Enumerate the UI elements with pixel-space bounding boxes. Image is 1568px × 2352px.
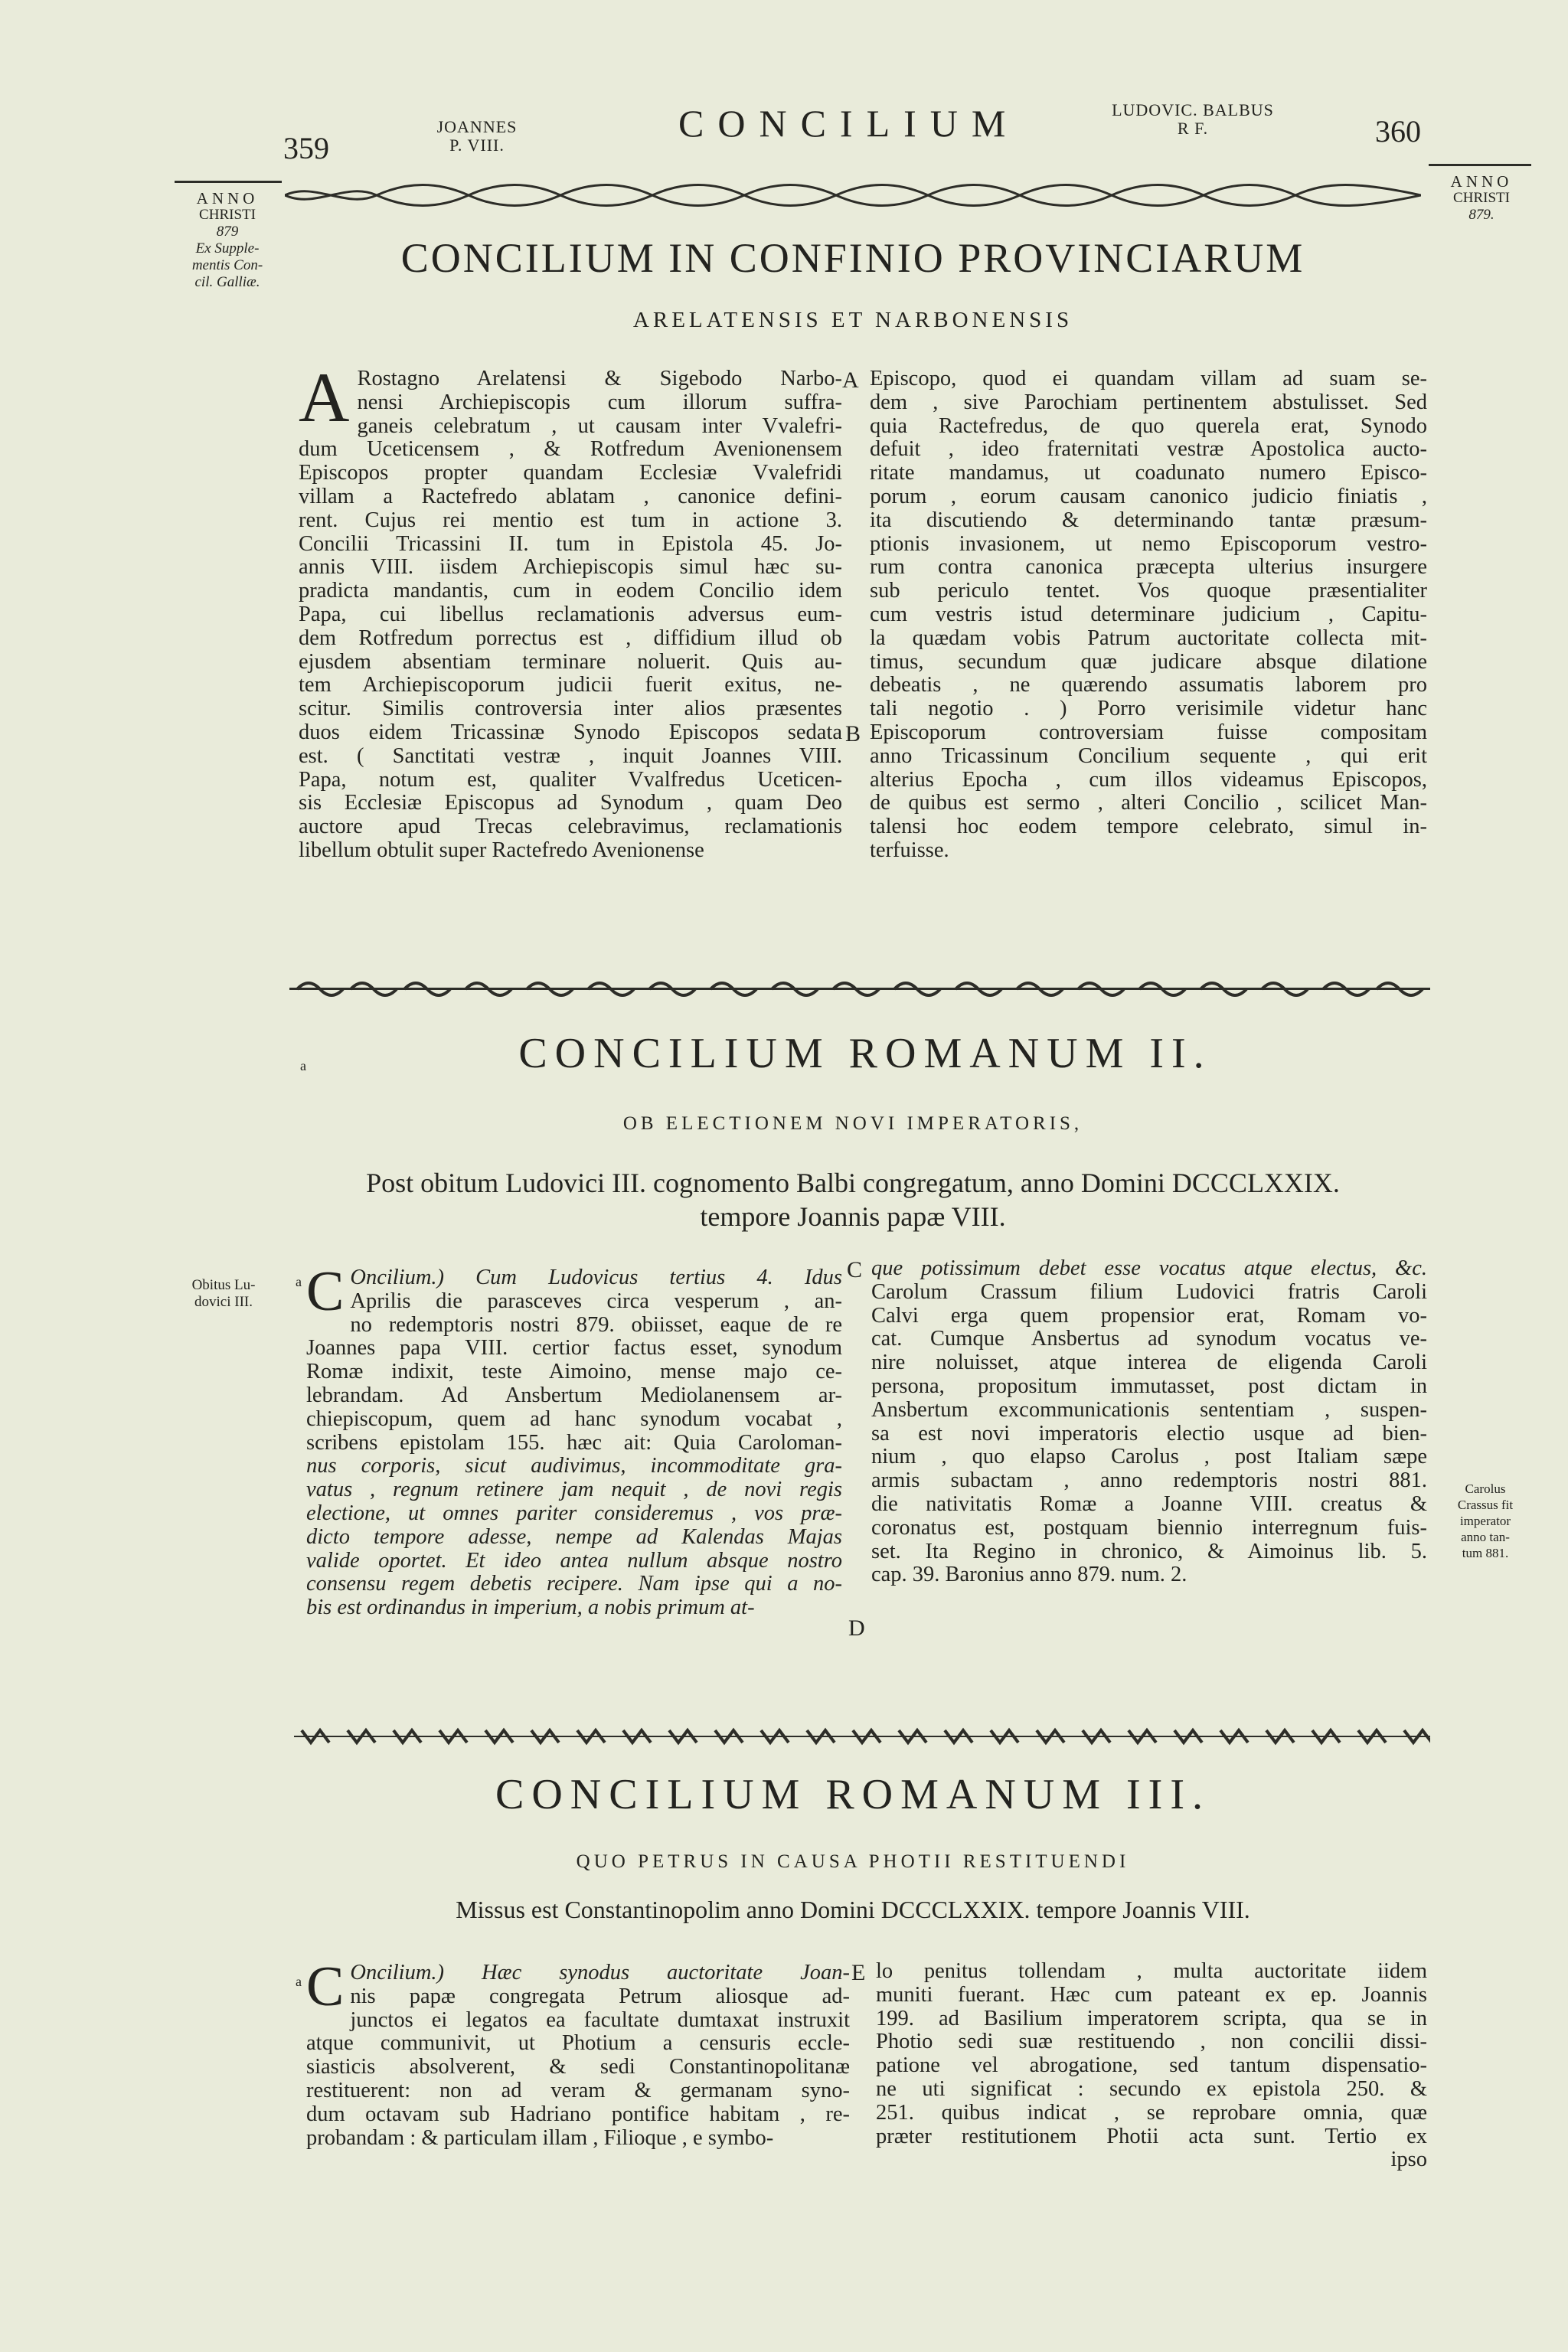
section2-right-column <box>871 1257 1427 1587</box>
text-line: de quibus est sermo , alteri Concilio , scilicet Man- <box>870 791 1427 815</box>
text-line: Photio sedi suæ restituendo , non concilii dissi- <box>876 2030 1427 2054</box>
text-line: dem Rotfredum porrectus est , diffidium illud ob <box>299 626 842 650</box>
text-line: debeatis , ne quærendo assumatis laborem pro <box>870 673 1427 697</box>
margin-anno-right <box>1432 173 1531 224</box>
section3-letter-e: E <box>851 1960 866 1985</box>
section3-line1: Missus est Constantinopolim anno Domini DCCCLXXIX. tempore Joannis VIII. <box>456 1896 1250 1923</box>
text-line: dicto tempore adesse, nempe ad Kalendas Majas <box>306 1524 842 1549</box>
running-head-right <box>1086 101 1300 138</box>
margin-carolus-4: anno tan- <box>1461 1530 1510 1544</box>
text-line: scitur. Similis controversia inter alios præsentes <box>299 697 842 721</box>
text-line: 199. ad Basilium imperatorem scripta, qua se in <box>876 2006 1427 2030</box>
text-line: Papa, notum est, qualiter Vvalfredus Uceticen- <box>299 767 842 792</box>
text-line: præter restitutionem Photii acta sunt. Tertio ex <box>876 2124 1427 2148</box>
ornament-band-lower <box>294 1721 1430 1752</box>
text-line: cum vestris istud determinare judicium , Capitu- <box>870 602 1427 626</box>
text-line: ita discutiendo & determinando tantæ præsum- <box>870 508 1427 532</box>
section3-title: CONCILIUM ROMANUM III. <box>495 1771 1210 1818</box>
text-line: ejusdem absentiam terminare noluerit. Quis au- <box>299 649 842 674</box>
text-line: rent. Cujus rei mentio est tum in actione 3. <box>299 508 842 532</box>
section2-title: CONCILIUM ROMANUM II. <box>518 1030 1212 1077</box>
section1-title: CONCILIUM IN CONFINIO PROVINCIARUM <box>400 235 1305 281</box>
text-line: valide oportet. Et ideo antea nullum absque nostro <box>306 1548 842 1573</box>
margin-carolus <box>1439 1481 1531 1561</box>
section1-letter-b: B <box>845 721 861 746</box>
text-line: consensu regem debetis recipere. Nam ipse qui a no- <box>306 1572 842 1596</box>
text-line: timus, secundum quæ judicare absque dilatione <box>870 649 1427 674</box>
margin-anno-right-1: ANNO <box>1450 172 1513 191</box>
text-line: terfuisse. <box>870 838 949 862</box>
text-line: probandam : & particulam illam , Filioque , e symbo- <box>306 2125 774 2150</box>
text-line: defuit , ideo fraternitati vestræ Apostolica aucto- <box>870 437 1427 462</box>
section1-dropcap: A <box>299 358 350 436</box>
margin-anno-right-2: CHRISTI <box>1453 190 1510 206</box>
text-line: Oncilium.) Hæc synodus auctoritate Joan- <box>350 1961 850 1984</box>
text-line: 251. quibus indicat , se reprobare omnia, quæ <box>876 2100 1427 2125</box>
text-line: atque communivit, ut Photium a censuris eccle- <box>306 2031 850 2056</box>
section3-right-column <box>876 1960 1427 2172</box>
margin-carolus-2: Crassus fit <box>1457 1498 1514 1512</box>
section2-letter-c: C <box>847 1257 863 1282</box>
section1-subtitle: ARELATENSIS ET NARBONENSIS <box>632 308 1073 332</box>
text-line: bis est ordinandus in imperium, a nobis primum at- <box>306 1596 755 1620</box>
section1-letter-a: A <box>842 368 859 393</box>
text-line: la quædam vobis Patrum auctoritate collecta mit- <box>870 626 1427 650</box>
section3-left-column <box>306 1955 850 2150</box>
top-ornament-band <box>285 178 1421 213</box>
text-line: chiepiscopum, quem ad hanc synodum vocabat , <box>306 1406 842 1431</box>
section2-dropcap: C <box>306 1260 345 1323</box>
text-line: alterius Epocha , cum illos videamus Episcopos, <box>870 767 1427 792</box>
text-line: auctore apud Trecas celebravimus, reclamationis <box>299 815 842 839</box>
section2-note-mark-2: a <box>296 1274 302 1289</box>
text-line: dum octavam sub Hadriano pontifice habitam , re- <box>306 2102 850 2126</box>
text-line: sa est novi imperatoris electio usque ad bien- <box>871 1421 1427 1446</box>
section2-line1: Post obitum Ludovici III. cognomento Balbi congregatum, anno Domini DCCCLXXIX. <box>366 1168 1340 1198</box>
text-line: duos eidem Tricassinæ Synodo Episcopos sedata <box>299 720 842 744</box>
text-line: villam a Ractefredo ablatam , canonice defini- <box>299 484 842 508</box>
margin-anno-left-2: CHRISTI <box>199 207 256 223</box>
section2-subtitle: OB ELECTIONEM NOVI IMPERATORIS, <box>622 1113 1083 1134</box>
text-line: rum contra canonica præcepta ulterius insurgere <box>870 555 1427 580</box>
text-line: Aprilis die parasceves circa vesperum , an- <box>350 1289 842 1313</box>
text-line: Rostagno Arelatensi & Sigebodo Narbo- <box>357 367 842 390</box>
text-line: porum , eorum causam canonico judicio finiatis , <box>870 484 1427 508</box>
text-line: quia Ractefredus, de quo querela erat, Synodo <box>870 413 1427 438</box>
text-line: Papa, cui libellus reclamationis adversus eum- <box>299 602 842 626</box>
text-line: patione vel abrogatione, sed tantum dispensatio- <box>876 2053 1427 2078</box>
margin-obitus <box>170 1277 277 1311</box>
text-line: tali negotio . ) Porro verisimile videtur hanc <box>870 697 1427 721</box>
text-line: scribens epistolam 155. hæc ait: Quia Caroloman- <box>306 1430 842 1455</box>
text-line: restituerent: non ad veram & germanam syno- <box>306 2078 850 2102</box>
margin-carolus-3: imperator <box>1459 1514 1511 1528</box>
rule-left <box>175 181 282 183</box>
text-line: nensi Archiepiscopis cum illorum suffra- <box>357 390 842 414</box>
text-line: persona, propositum immutasset, post dictam in <box>871 1374 1427 1398</box>
margin-carolus-1: Carolus <box>1465 1481 1506 1496</box>
text-line: ganeis celebratum , ut causam inter Vvalefri- <box>357 413 842 438</box>
text-line: Ansbertum excommunicationis sententiam , suspen- <box>871 1397 1427 1422</box>
text-line: Episcopo, quod ei quandam villam ad suam se- <box>870 367 1427 390</box>
margin-obitus-2: dovici III. <box>194 1294 253 1310</box>
section2-left-column <box>306 1260 842 1620</box>
text-line: muniti fuerant. Hæc cum pateant ex ep. Joannis <box>876 1982 1427 2007</box>
section1-left-column <box>299 358 842 863</box>
text-line: lebrandam. Ad Ansbertum Mediolanensem ar- <box>306 1383 842 1407</box>
text-line: armis subactam , anno redemptoris nostri 881. <box>871 1468 1427 1493</box>
text-line: dum Uceticensem , & Rotfredum Avenionensem <box>299 437 842 462</box>
margin-anno-left-4: Ex Supple- <box>195 240 260 256</box>
margin-obitus-1: Obitus Lu- <box>191 1277 256 1293</box>
running-head-left-line1: JOANNES <box>436 117 518 136</box>
text-line: siasticis absolverent, & sedi Constantinopolitanæ <box>306 2055 850 2079</box>
margin-anno-left-6: cil. Galliæ. <box>194 274 260 290</box>
margin-anno-left <box>170 190 285 291</box>
section3-subtitle: QUO PETRUS IN CAUSA PHOTII RESTITUENDI <box>576 1851 1130 1872</box>
text-line: Oncilium.) Cum Ludovicus tertius 4. Idus <box>350 1266 842 1289</box>
text-line: sub periculo tentet. Vos quoque præsentialiter <box>870 579 1427 603</box>
section3-dropcap: C <box>306 1955 345 2018</box>
text-line: coronatus est, postquam biennio interregnum fuis- <box>871 1515 1427 1540</box>
text-line: est. ( Sanctitati vestræ , inquit Joannes VIII. <box>299 743 842 768</box>
page-number-left: 359 <box>283 131 329 165</box>
margin-anno-right-3: 879. <box>1468 207 1494 223</box>
section2-note-mark: a <box>300 1058 306 1073</box>
text-line: que potissimum debet esse vocatus atque electus, &c. <box>871 1256 1427 1280</box>
text-line: nus corporis, sicut audivimus, incommoditate gra- <box>306 1454 842 1478</box>
section2-line2: tempore Joannis papæ VIII. <box>700 1201 1006 1232</box>
text-line: pradicta mandantis, cum in eodem Concilio idem <box>299 579 842 603</box>
text-line: electione, ut omnes pariter consideremus , vos præ- <box>306 1501 842 1525</box>
text-line: Episcoporum controversiam fuisse compositam <box>870 720 1427 744</box>
margin-anno-left-3: 879 <box>216 224 239 240</box>
text-line: nis papæ congregata Petrum aliosque ad- <box>350 1984 850 2008</box>
text-line: ptionis invasionem, ut nemo Episcoporum vestro- <box>870 531 1427 556</box>
text-line: set. Ita Regino in chronico, & Aimoinus lib. 5. <box>871 1539 1427 1563</box>
text-line: cap. 39. Baronius anno 879. num. 2. <box>871 1563 1187 1587</box>
margin-carolus-5: tum 881. <box>1462 1546 1509 1560</box>
text-line: Concilii Tricassini II. tum in Epistola 45. Jo- <box>299 531 842 556</box>
text-line: Calvi erga quem propensior erat, Romam vo- <box>871 1303 1427 1328</box>
text-line: tem Archiepiscoporum judicii fuerit exitus, ne- <box>299 673 842 697</box>
text-line: lo penitus tollendam , multa auctoritate iidem <box>876 1959 1427 1983</box>
text-line: nire noluisset, atque interea de eligenda Caroli <box>871 1351 1427 1375</box>
page-number-right: 360 <box>1375 114 1421 149</box>
running-head-right-line1: LUDOVIC. BALBUS <box>1112 100 1274 119</box>
text-line: Carolum Crassum filium Ludovici fratris Caroli <box>871 1279 1427 1304</box>
running-head-left <box>420 118 534 155</box>
text-line: Romæ indixit, teste Aimoino, mense majo ce- <box>306 1360 842 1384</box>
text-line: ritate mandamus, ut coadunato numero Episco- <box>870 461 1427 485</box>
running-head-title: CONCILIUM <box>678 102 1020 145</box>
text-line: sis Ecclesiæ Episcopus ad Synodum , quam Deo <box>299 791 842 815</box>
text-line: vatus , regnum retinere jam nequit , de novi regis <box>306 1478 842 1502</box>
text-line: die nativitatis Romæ a Joanne VIII. creatus & <box>871 1491 1427 1516</box>
running-head-right-line2: R F. <box>1177 119 1209 138</box>
text-line: talensi hoc eodem tempore celebrato, simul in- <box>870 815 1427 839</box>
text-line: annis VIII. iisdem Archiepiscopis simul hæc su- <box>299 555 842 580</box>
rule-right <box>1429 164 1531 166</box>
text-line: junctos ei legatos ea facultate dumtaxat instruxit <box>350 2007 850 2032</box>
text-line: ipso <box>1390 2148 1427 2172</box>
text-line: Joannes papa VIII. certior factus esset, synodum <box>306 1336 842 1361</box>
text-line: anno Tricassinum Concilium sequente , qui erit <box>870 743 1427 768</box>
running-head-left-line2: P. VIII. <box>449 136 505 155</box>
text-line: no redemptoris nostri 879. obiisset, eaque de re <box>350 1312 842 1337</box>
text-line: nium , quo elapso Carolus , post Italiam sæpe <box>871 1445 1427 1469</box>
text-line: ne uti significat : secundo ex epistola 250. & <box>876 2076 1427 2101</box>
margin-anno-left-1: ANNO <box>196 189 259 207</box>
section1-right-column <box>870 368 1427 863</box>
margin-anno-left-5: mentis Con- <box>191 257 263 273</box>
ornament-band-middle <box>289 974 1430 1004</box>
text-line: Episcopos propter quandam Ecclesiæ Vvalefridi <box>299 461 842 485</box>
section3-note-mark: a <box>296 1974 302 1989</box>
text-line: libellum obtulit super Ractefredo Avenionense <box>299 838 704 862</box>
text-line: cat. Cumque Ansbertus ad synodum vocatus ve- <box>871 1327 1427 1351</box>
text-line: dem , sive Parochiam pertinentem abstulisset. Sed <box>870 390 1427 414</box>
section2-letter-d: D <box>848 1615 865 1641</box>
